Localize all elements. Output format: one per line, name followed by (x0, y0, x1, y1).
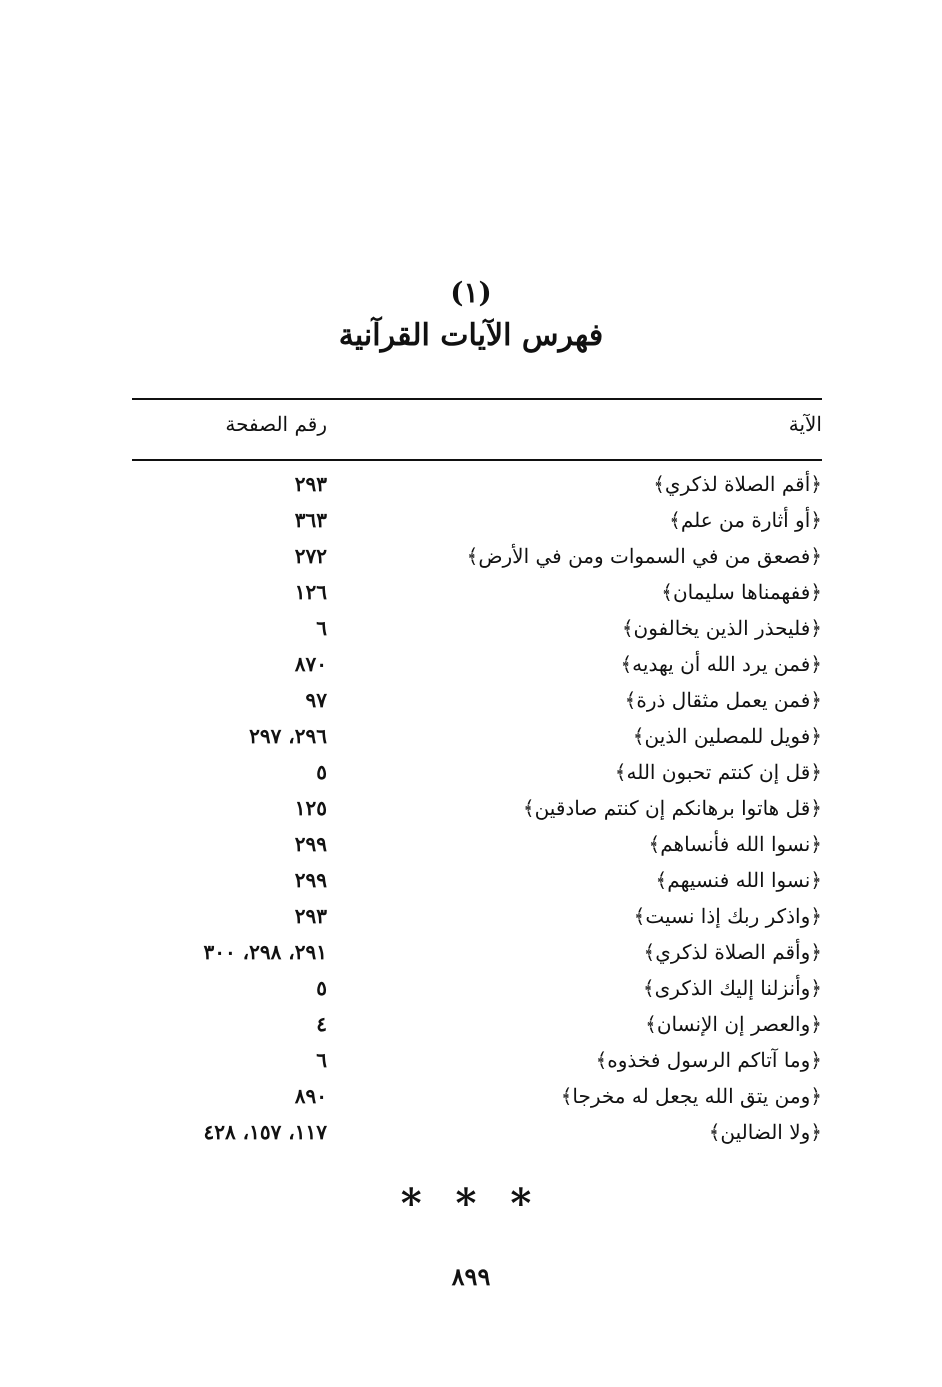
page-references: ٢٧٢ (294, 544, 327, 568)
table-row (132, 682, 822, 718)
verse-text: ﴿ولا الضالين﴾ (708, 1120, 822, 1144)
page-references: ٦ (316, 1048, 327, 1072)
verse-text: ﴿والعصر إن الإنسان﴾ (645, 1012, 822, 1036)
verse-text: ﴿واذكر ربك إذا نسيت﴾ (633, 904, 822, 928)
table-row (132, 646, 822, 682)
page-references: ١٢٥ (294, 796, 327, 820)
verse-text: ﴿فمن يعمل مثقال ذرة﴾ (624, 688, 822, 712)
verse-text: ﴿قل إن كنتم تحبون الله﴾ (614, 760, 822, 784)
column-header-page: رقم الصفحة (225, 412, 327, 436)
section-separator: * * * (400, 1180, 542, 1227)
page-references: ٢٩١، ٢٩٨، ٣٠٠ (203, 940, 327, 964)
page-references: ٦ (316, 616, 327, 640)
verse-text: ﴿أقم الصلاة لذكري﴾ (653, 472, 822, 496)
page-references: ٢٩٦، ٢٩٧ (249, 724, 327, 748)
table-row (132, 1042, 822, 1078)
page-references: ٢٩٣ (294, 904, 327, 928)
table-row (132, 718, 822, 754)
page-references: ٢٩٣ (294, 472, 327, 496)
page-references: ١٢٦ (294, 580, 327, 604)
table-row (132, 466, 822, 502)
verse-text: ﴿ففهمناها سليمان﴾ (661, 580, 822, 604)
table-row (132, 826, 822, 862)
verse-text: ﴿أو أثارة من علم﴾ (669, 508, 822, 532)
page-references: ٥ (316, 976, 327, 1000)
page-references: ٩٧ (305, 688, 327, 712)
verse-text: ﴿وما آتاكم الرسول فخذوه﴾ (595, 1048, 822, 1072)
table-row (132, 1078, 822, 1114)
table-row (132, 538, 822, 574)
table-row (132, 970, 822, 1006)
table-row (132, 862, 822, 898)
table-row (132, 754, 822, 790)
verse-text: ﴿ومن يتق الله يجعل له مخرجا﴾ (560, 1084, 822, 1108)
column-header-verse: الآية (788, 412, 822, 436)
table-row (132, 790, 822, 826)
verse-text: ﴿فليحذر الذين يخالفون﴾ (621, 616, 822, 640)
table-row (132, 934, 822, 970)
page-references: ٤ (316, 1012, 327, 1036)
verse-text: ﴿فمن يرد الله أن يهديه﴾ (620, 652, 822, 676)
page-references: ٢٩٩ (294, 832, 327, 856)
table-row (132, 898, 822, 934)
verse-index-table (132, 466, 822, 1150)
verse-text: ﴿نسوا الله فأنساهم﴾ (648, 832, 822, 856)
page-references: ١١٧، ١٥٧، ٤٢٨ (203, 1120, 327, 1144)
page-references: ٣٦٣ (294, 508, 327, 532)
table-header-rule (132, 459, 822, 461)
verse-text: ﴿وأقم الصلاة لذكري﴾ (643, 940, 822, 964)
table-top-rule (132, 398, 822, 400)
page-references: ٨٧٠ (294, 652, 327, 676)
page-references: ٨٩٠ (294, 1084, 327, 1108)
page-references: ٥ (316, 760, 327, 784)
verse-text: ﴿وأنزلنا إليك الذكرى﴾ (642, 976, 822, 1000)
page-title: فهرس الآيات القرآنية (338, 318, 604, 353)
section-number: (١) (450, 276, 492, 309)
table-row (132, 610, 822, 646)
table-row (132, 1006, 822, 1042)
verse-text: ﴿نسوا الله فنسيهم﴾ (655, 868, 822, 892)
page-number: ٨٩٩ (451, 1262, 491, 1291)
page-references: ٢٩٩ (294, 868, 327, 892)
table-header (132, 412, 822, 444)
verse-text: ﴿قل هاتوا برهانكم إن كنتم صادقين﴾ (522, 796, 822, 820)
verse-text: ﴿فويل للمصلين الذين﴾ (632, 724, 822, 748)
table-row (132, 502, 822, 538)
verse-text: ﴿فصعق من في السموات ومن في الأرض﴾ (466, 544, 822, 568)
table-row (132, 1114, 822, 1150)
table-row (132, 574, 822, 610)
